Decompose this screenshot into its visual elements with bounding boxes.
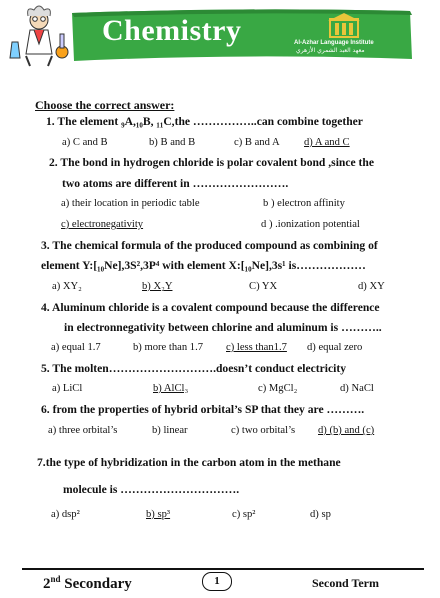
footer-grade: 2nd Secondary	[43, 574, 132, 592]
question-6-stem: 6. from the properties of hybrid orbital’s SP that they are ……….	[41, 403, 365, 416]
q6-option-c[interactable]: c) two orbital’s	[231, 425, 296, 436]
question-5-stem: 5. The molten……………………….doesn’t conduct electricity	[41, 362, 347, 375]
question-4-stem-line-2: in electronnegativity between chlorine and aluminum is ………..	[64, 321, 382, 334]
q2-option-c[interactable]: c) electronegativity	[61, 219, 144, 230]
q6-option-b[interactable]: b) linear	[152, 425, 188, 436]
q1-option-a[interactable]: a) C and B	[62, 137, 108, 148]
q3-option-c[interactable]: C) YX	[249, 281, 278, 292]
q1-option-d[interactable]: d) A and C	[304, 137, 350, 148]
q5-option-b[interactable]: b) AlCl₃	[153, 383, 189, 394]
question-1-stem: 1. The element ₉A,₁₀B, ₁₁C,the ……………..can combine together	[46, 115, 363, 128]
footer-term: Second Term	[312, 576, 380, 590]
q4-option-d[interactable]: d) equal zero	[307, 342, 363, 353]
question-4-stem-line-1: 4. Aluminum chloride is a covalent compound because the difference	[41, 301, 380, 314]
page-number: 1	[202, 572, 232, 591]
q1-option-b[interactable]: b) B and B	[149, 137, 196, 148]
q4-option-b[interactable]: b) more than 1.7	[133, 342, 204, 353]
institute-logo	[324, 13, 364, 39]
question-2-stem-line-2: two atoms are different in …………………….	[62, 177, 289, 190]
q2-option-d[interactable]: d ) .ionization potential	[261, 219, 360, 230]
q1-option-c[interactable]: c) B and A	[234, 137, 280, 148]
q7-option-c[interactable]: c) sp²	[232, 509, 256, 520]
question-2-stem-line-1: 2. The bond in hydrogen chloride is polar covalent bond ,since the	[49, 156, 375, 169]
institute-name-arabic: معهد العبد الشمري الأزهري	[296, 47, 365, 54]
page-title: Chemistry	[102, 14, 242, 47]
q7-option-a[interactable]: a) dsp²	[51, 509, 80, 520]
q3-option-d[interactable]: d) XY	[358, 281, 385, 292]
q4-option-c[interactable]: c) less than1.7	[226, 342, 287, 353]
q4-option-a[interactable]: a) equal 1.7	[51, 342, 101, 353]
q2-option-b[interactable]: b ) electron affinity	[263, 198, 345, 209]
q5-option-a[interactable]: a) LiCl	[52, 383, 83, 394]
q2-option-a[interactable]: a) their location in periodic table	[61, 198, 200, 209]
question-3-stem-line-2: element Y:[₁₀Ne],3S²,3P⁴ with element X:[₁₀Ne],3s¹ is………………	[41, 259, 366, 272]
footer-divider	[22, 568, 424, 570]
question-7-stem-line-2: molecule is ………………………….	[63, 483, 240, 496]
section-heading: Choose the correct answer:	[35, 98, 175, 112]
institute-name-english: Al-Azhar Language Institute	[294, 40, 374, 46]
q5-option-c[interactable]: c) MgCl₂	[258, 383, 298, 394]
q3-option-b[interactable]: b) X₂Y	[142, 281, 173, 292]
question-7-stem-line-1: 7.the type of hybridization in the carbon atom in the methane	[37, 456, 341, 469]
q6-option-d[interactable]: d) (b) and (c)	[318, 425, 375, 436]
q7-option-d[interactable]: d) sp	[310, 509, 331, 520]
q6-option-a[interactable]: a) three orbital’s	[48, 425, 118, 436]
q5-option-d[interactable]: d) NaCl	[340, 383, 374, 394]
q7-option-b[interactable]: b) sp³	[146, 509, 171, 520]
question-3-stem-line-1: 3. The chemical formula of the produced compound as combining of	[41, 239, 378, 252]
q3-option-a[interactable]: a) XY₂	[52, 281, 82, 292]
scientist-illustration-icon	[4, 4, 74, 68]
